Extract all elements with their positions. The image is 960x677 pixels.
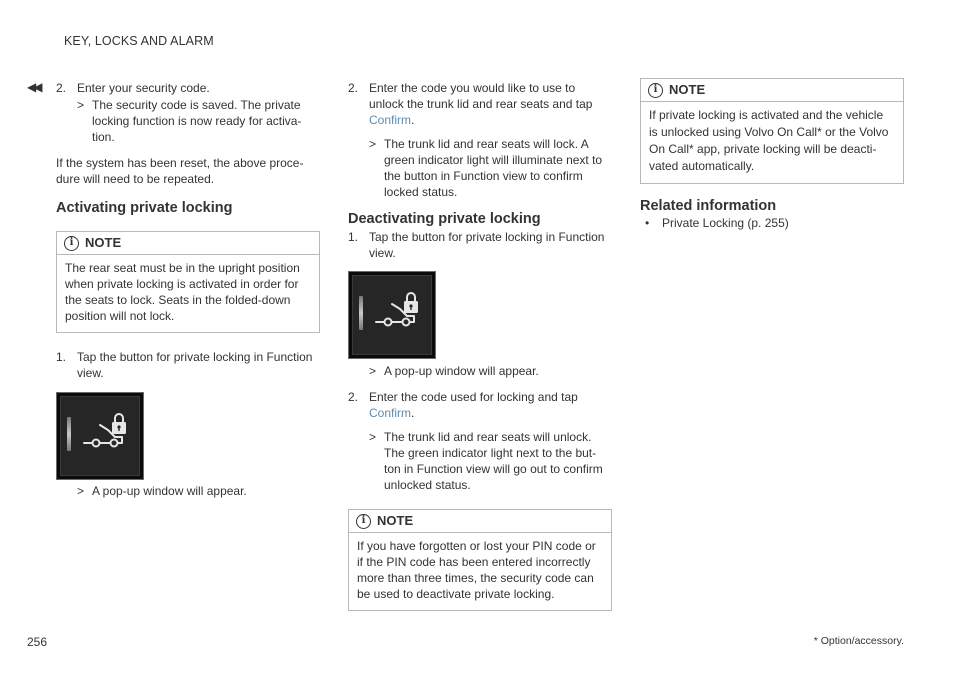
page-number: 256 (27, 635, 48, 649)
step-result: > A pop-up window will appear. (77, 484, 247, 498)
note-box (56, 231, 320, 333)
note-box (348, 509, 612, 611)
car-trunk-lock-icon (374, 292, 424, 332)
column-3 (640, 78, 904, 231)
note-box (640, 78, 904, 184)
note-label: NOTE (377, 513, 414, 528)
indicator-light (359, 296, 363, 330)
info-icon: i (356, 514, 371, 529)
step-result: > The trunk lid and rear seats will lock. A green indicator light will illuminate next to the button in Function view to confirm locked status. (369, 137, 603, 199)
note-text: If you have forgotten or lost your PIN code or if the PIN code has been entered incorrectly more than three times, the security code can be used to deactivate private locking. (357, 539, 596, 601)
footnote: * Option/accessory. (813, 635, 904, 647)
step-result: > A pop-up window will appear. (369, 364, 539, 378)
confirm-label: Confirm (369, 113, 412, 127)
private-locking-button-image (348, 271, 436, 359)
step-item: 2. Enter the code used for locking and tap Confirm. (348, 390, 578, 420)
section-heading: Activating private locking (56, 200, 233, 216)
paragraph: If the system has been reset, the above proce-dure will need to be repeated. (56, 156, 304, 186)
confirm-label: Confirm (369, 406, 412, 420)
indicator-light (67, 417, 71, 451)
note-header (57, 232, 319, 255)
info-icon: i (648, 83, 663, 98)
back-arrow-icon[interactable]: ◀◀ (27, 80, 40, 94)
info-icon: i (64, 236, 79, 251)
page-header-title: KEY, LOCKS AND ALARM (64, 34, 214, 48)
step-item: 1. Tap the button for private locking in Function view. (56, 350, 313, 380)
note-header (349, 510, 611, 533)
step-item: 1. Tap the button for private locking in Function view. (348, 230, 605, 260)
note-text: If private locking is activated and the vehicle is unlocked using Volvo On Call* or the Volvo On Call* app, private locking will be deacti-vated automatically. (649, 108, 889, 173)
note-header (641, 79, 903, 102)
section-heading: Deactivating private locking (348, 211, 541, 227)
step-item: 2. Enter your security code. (56, 81, 210, 95)
related-link[interactable]: • Private Locking (p. 255) (645, 216, 789, 230)
private-locking-button-image (56, 392, 144, 480)
step-item: 2. Enter the code you would like to use to unlock the trunk lid and rear seats and tap Confirm. (348, 81, 593, 127)
note-text: The rear seat must be in the upright position when private locking is activated in order for the seats to lock. Seats in the folded-down position will not lock. (65, 261, 300, 323)
section-heading: Related information (640, 198, 777, 214)
note-label: NOTE (669, 82, 706, 97)
column-1 (56, 80, 320, 499)
step-result: > The trunk lid and rear seats will unlock. The green indicator light next to the but-ton in Function view will go out to confirm unlocked status. (369, 430, 603, 492)
column-2 (348, 80, 612, 611)
car-trunk-lock-icon (82, 413, 132, 453)
step-result: > The security code is saved. The private locking function is now ready for activa-tion. (77, 98, 302, 144)
note-label: NOTE (85, 235, 122, 250)
